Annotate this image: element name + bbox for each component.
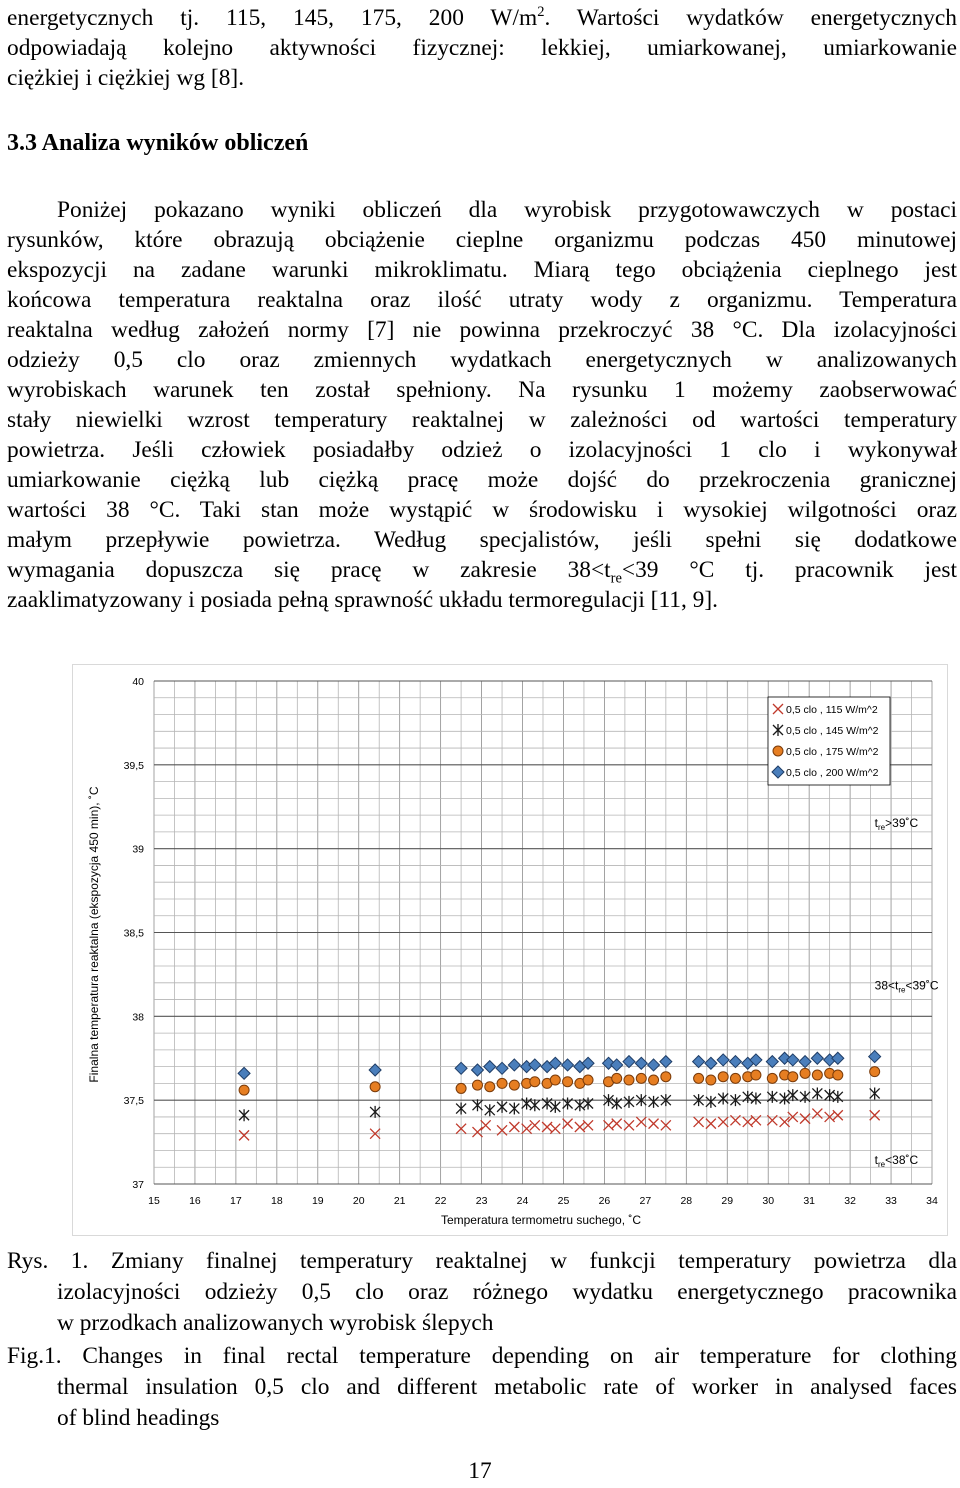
x-tick-label: 20	[352, 1195, 365, 1207]
data-point	[472, 1080, 482, 1090]
x-tick-label: 24	[516, 1195, 529, 1207]
text-line: rysunków, które obrazują obciążenie cieplne organizmu podczas 450 minutowej	[7, 227, 957, 253]
data-point	[812, 1070, 822, 1080]
data-series	[239, 1109, 880, 1141]
data-point	[583, 1075, 593, 1085]
zone-label: $t_{re}<38˚C$	[874, 1152, 919, 1169]
data-point	[509, 1122, 519, 1132]
x-tick-label: 25	[557, 1195, 570, 1207]
x-tick-label: 18	[270, 1195, 283, 1207]
data-point	[825, 1089, 835, 1101]
data-point	[751, 1070, 761, 1080]
data-point	[833, 1091, 843, 1103]
data-point	[833, 1070, 843, 1080]
data-series	[239, 1067, 880, 1095]
x-tick-label: 17	[230, 1195, 242, 1207]
data-point	[612, 1073, 622, 1083]
data-point	[481, 1120, 491, 1130]
data-point	[497, 1078, 507, 1088]
data-point	[773, 746, 783, 756]
y-tick-label: 38	[132, 1011, 144, 1024]
data-point	[870, 1110, 880, 1120]
text-line: wymagania dopuszcza się pracę w zakresie $38<t_{re}<39$ °C tj. pracownik jest	[7, 557, 957, 587]
text-line: odpowiadają kolejno aktywności fizycznej: lekkiej, umiarkowanej, umiarkowanie	[7, 35, 957, 61]
data-point	[649, 1096, 659, 1108]
legend-label: 0,5 clo , 200 W/m^2	[786, 767, 879, 779]
data-point	[706, 1119, 716, 1129]
data-point	[542, 1098, 552, 1110]
x-tick-label: 34	[926, 1195, 938, 1207]
data-series	[239, 1087, 880, 1121]
x-axis-label: Temperatura termometru suchego, ˚C	[440, 1213, 642, 1227]
data-point	[239, 1109, 249, 1121]
data-point	[788, 1072, 798, 1082]
text-line: energetycznych tj. 115, 145, 175, 200 $W/m^2$. Wartości wydatków energetycznych	[7, 4, 958, 31]
data-point	[239, 1085, 249, 1095]
x-tick-label: 33	[885, 1195, 897, 1207]
data-point	[649, 1119, 659, 1129]
data-point	[694, 1073, 704, 1083]
y-axis-label: Finalna temperatura reaktalna (ekspozycja 450 min), ˚C	[87, 786, 101, 1083]
data-point	[811, 1052, 823, 1064]
text-line: wyrobiskach warunek ten został spełniony. Na rysunku 1 możemy zaobserwować	[7, 377, 957, 403]
data-point	[238, 1067, 250, 1079]
data-point	[660, 1056, 672, 1068]
caption-line: Rys. 1. Zmiany finalnej temperatury reaktalnej w funkcji temperatury powietrza dla	[7, 1248, 957, 1274]
zone-label: $t_{re}>39˚C$	[874, 815, 919, 832]
data-point	[484, 1061, 496, 1073]
data-point	[767, 1073, 777, 1083]
x-tick-label: 16	[189, 1195, 201, 1207]
data-point	[563, 1119, 573, 1129]
data-point	[812, 1087, 822, 1099]
data-point	[833, 1110, 843, 1120]
y-tick-label: 37,5	[123, 1095, 144, 1108]
data-point	[624, 1075, 634, 1085]
text-line: końcowa temperatura reaktalna oraz ilość utraty wody z organizmu. Temperatura	[7, 287, 957, 313]
text-line: ciężkiej i ciężkiej wg [8].	[7, 65, 245, 91]
data-point	[800, 1114, 810, 1124]
data-point	[485, 1104, 495, 1116]
data-point	[730, 1073, 740, 1083]
data-point	[870, 1067, 880, 1077]
data-point	[456, 1083, 466, 1093]
data-point	[583, 1098, 593, 1110]
data-point	[370, 1106, 380, 1118]
data-point	[800, 1091, 810, 1103]
text-line: zaaklimatyzowany i posiada pełną sprawność układu termoregulacji [11, 9].	[7, 587, 719, 613]
data-point	[648, 1059, 660, 1071]
data-point	[472, 1127, 482, 1137]
caption-line: of blind headings	[57, 1405, 220, 1431]
data-point	[530, 1077, 540, 1087]
text-line: małym przepływie powietrza. Według specjalistów, jeśli spełni się dodatkowe	[7, 527, 957, 553]
data-point	[530, 1099, 540, 1111]
legend-label: 0,5 clo , 115 W/m^2	[786, 704, 878, 716]
text-line: ekspozycji na zadane warunki mikroklimatu. Miarą tego obciążenia cieplnego jest	[7, 257, 957, 283]
data-point	[508, 1059, 520, 1071]
y-tick-label: 39,5	[123, 759, 144, 772]
section-heading: 3.3 Analiza wyników obliczeń	[7, 130, 309, 156]
data-point	[729, 1056, 741, 1068]
caption-line: izolacyjności odzieży 0,5 clo oraz różnego wydatku energetycznego pracownika	[57, 1279, 957, 1305]
text-line: stały niewielki wzrost temperatury reaktalnej w zależności od wartości temperatury	[7, 407, 957, 433]
data-point	[370, 1082, 380, 1092]
data-point	[583, 1120, 593, 1130]
page-number: 17	[468, 1458, 492, 1484]
x-tick-label: 28	[680, 1195, 693, 1207]
data-point	[788, 1089, 798, 1101]
data-point	[550, 1075, 560, 1085]
y-tick-label: 40	[132, 676, 144, 688]
data-point	[455, 1062, 467, 1074]
x-tick-label: 30	[762, 1195, 775, 1207]
data-point	[496, 1062, 508, 1074]
data-point	[780, 1092, 790, 1104]
text-line: Poniżej pokazano wyniki obliczeń dla wyrobisk przygotowawczych w postaci	[57, 197, 957, 223]
caption-english	[7, 1341, 957, 1434]
data-point	[509, 1103, 519, 1115]
data-point	[706, 1075, 716, 1085]
data-point	[636, 1073, 646, 1083]
data-point	[743, 1091, 753, 1103]
data-point	[693, 1056, 705, 1068]
legend-label: 0,5 clo , 145 W/m^2	[786, 725, 879, 737]
x-tick-label: 26	[598, 1195, 611, 1207]
data-point	[800, 1068, 810, 1078]
data-point	[563, 1098, 573, 1110]
data-point	[706, 1096, 716, 1108]
x-tick-label: 23	[475, 1195, 488, 1207]
y-tick-label: 38,5	[123, 927, 144, 940]
x-tick-label: 22	[434, 1195, 447, 1207]
text-line: wartości 38 °C. Taki stan może wystąpić w środowisku i wysokiej wilgotności oraz	[7, 497, 957, 523]
text-line: umiarkowanie ciężką lub ciężką pracę może dojść do przekroczenia granicznej	[7, 467, 957, 493]
x-tick-label: 29	[721, 1195, 734, 1207]
data-point	[550, 1124, 560, 1134]
data-point	[661, 1072, 671, 1082]
legend-label: 0,5 clo , 175 W/m^2	[786, 746, 879, 758]
data-point	[239, 1130, 249, 1140]
data-point	[636, 1117, 646, 1127]
x-tick-label: 27	[639, 1195, 652, 1207]
text-line: reaktalna według założeń normy [7] nie powinna przekroczyć 38 °C. Dla izolacyjności	[7, 317, 957, 343]
x-tick-label: 15	[148, 1195, 160, 1207]
data-point	[472, 1099, 482, 1111]
data-point	[522, 1124, 532, 1134]
data-point	[718, 1117, 728, 1127]
caption-line: w przodkach analizowanych wyrobisk ślepych	[57, 1310, 494, 1336]
data-point	[767, 1091, 777, 1103]
data-point	[624, 1120, 634, 1130]
data-point	[497, 1101, 507, 1113]
data-point	[718, 1072, 728, 1082]
chart-legend	[768, 697, 890, 785]
data-point	[509, 1080, 519, 1090]
data-point	[718, 1092, 728, 1104]
data-point	[485, 1082, 495, 1092]
x-tick-label: 32	[844, 1195, 856, 1207]
data-point	[530, 1120, 540, 1130]
data-point	[612, 1098, 622, 1110]
caption-line: Fig.1. Changes in final rectal temperature depending on air temperature for clothing	[7, 1343, 957, 1369]
caption-line: thermal insulation 0,5 clo and different metabolic rate of worker in analysed faces	[57, 1374, 957, 1400]
data-point	[456, 1103, 466, 1115]
data-point	[649, 1075, 659, 1085]
data-point	[624, 1096, 634, 1108]
x-tick-label: 21	[393, 1195, 406, 1207]
data-point	[550, 1101, 560, 1113]
data-point	[612, 1119, 622, 1129]
data-point	[694, 1117, 704, 1127]
data-point	[751, 1092, 761, 1104]
zone-label: $38<t_{re}<39˚C$	[874, 978, 939, 995]
text-line: powietrza. Jeśli człowiek posiadałby odzież o izolacyjności 1 clo i wykonywał	[7, 437, 957, 463]
text-line: odzieży 0,5 clo oraz zmiennych wydatkach energetycznych w analizowanych	[7, 347, 957, 373]
x-tick-label: 31	[803, 1195, 816, 1207]
data-point	[575, 1099, 585, 1111]
data-point	[563, 1077, 573, 1087]
caption-polish	[7, 1246, 957, 1339]
y-tick-label: 39	[132, 843, 144, 856]
data-point	[522, 1098, 532, 1110]
data-point	[870, 1087, 880, 1099]
x-tick-label: 19	[311, 1195, 324, 1207]
y-tick-label: 37	[132, 1179, 144, 1191]
